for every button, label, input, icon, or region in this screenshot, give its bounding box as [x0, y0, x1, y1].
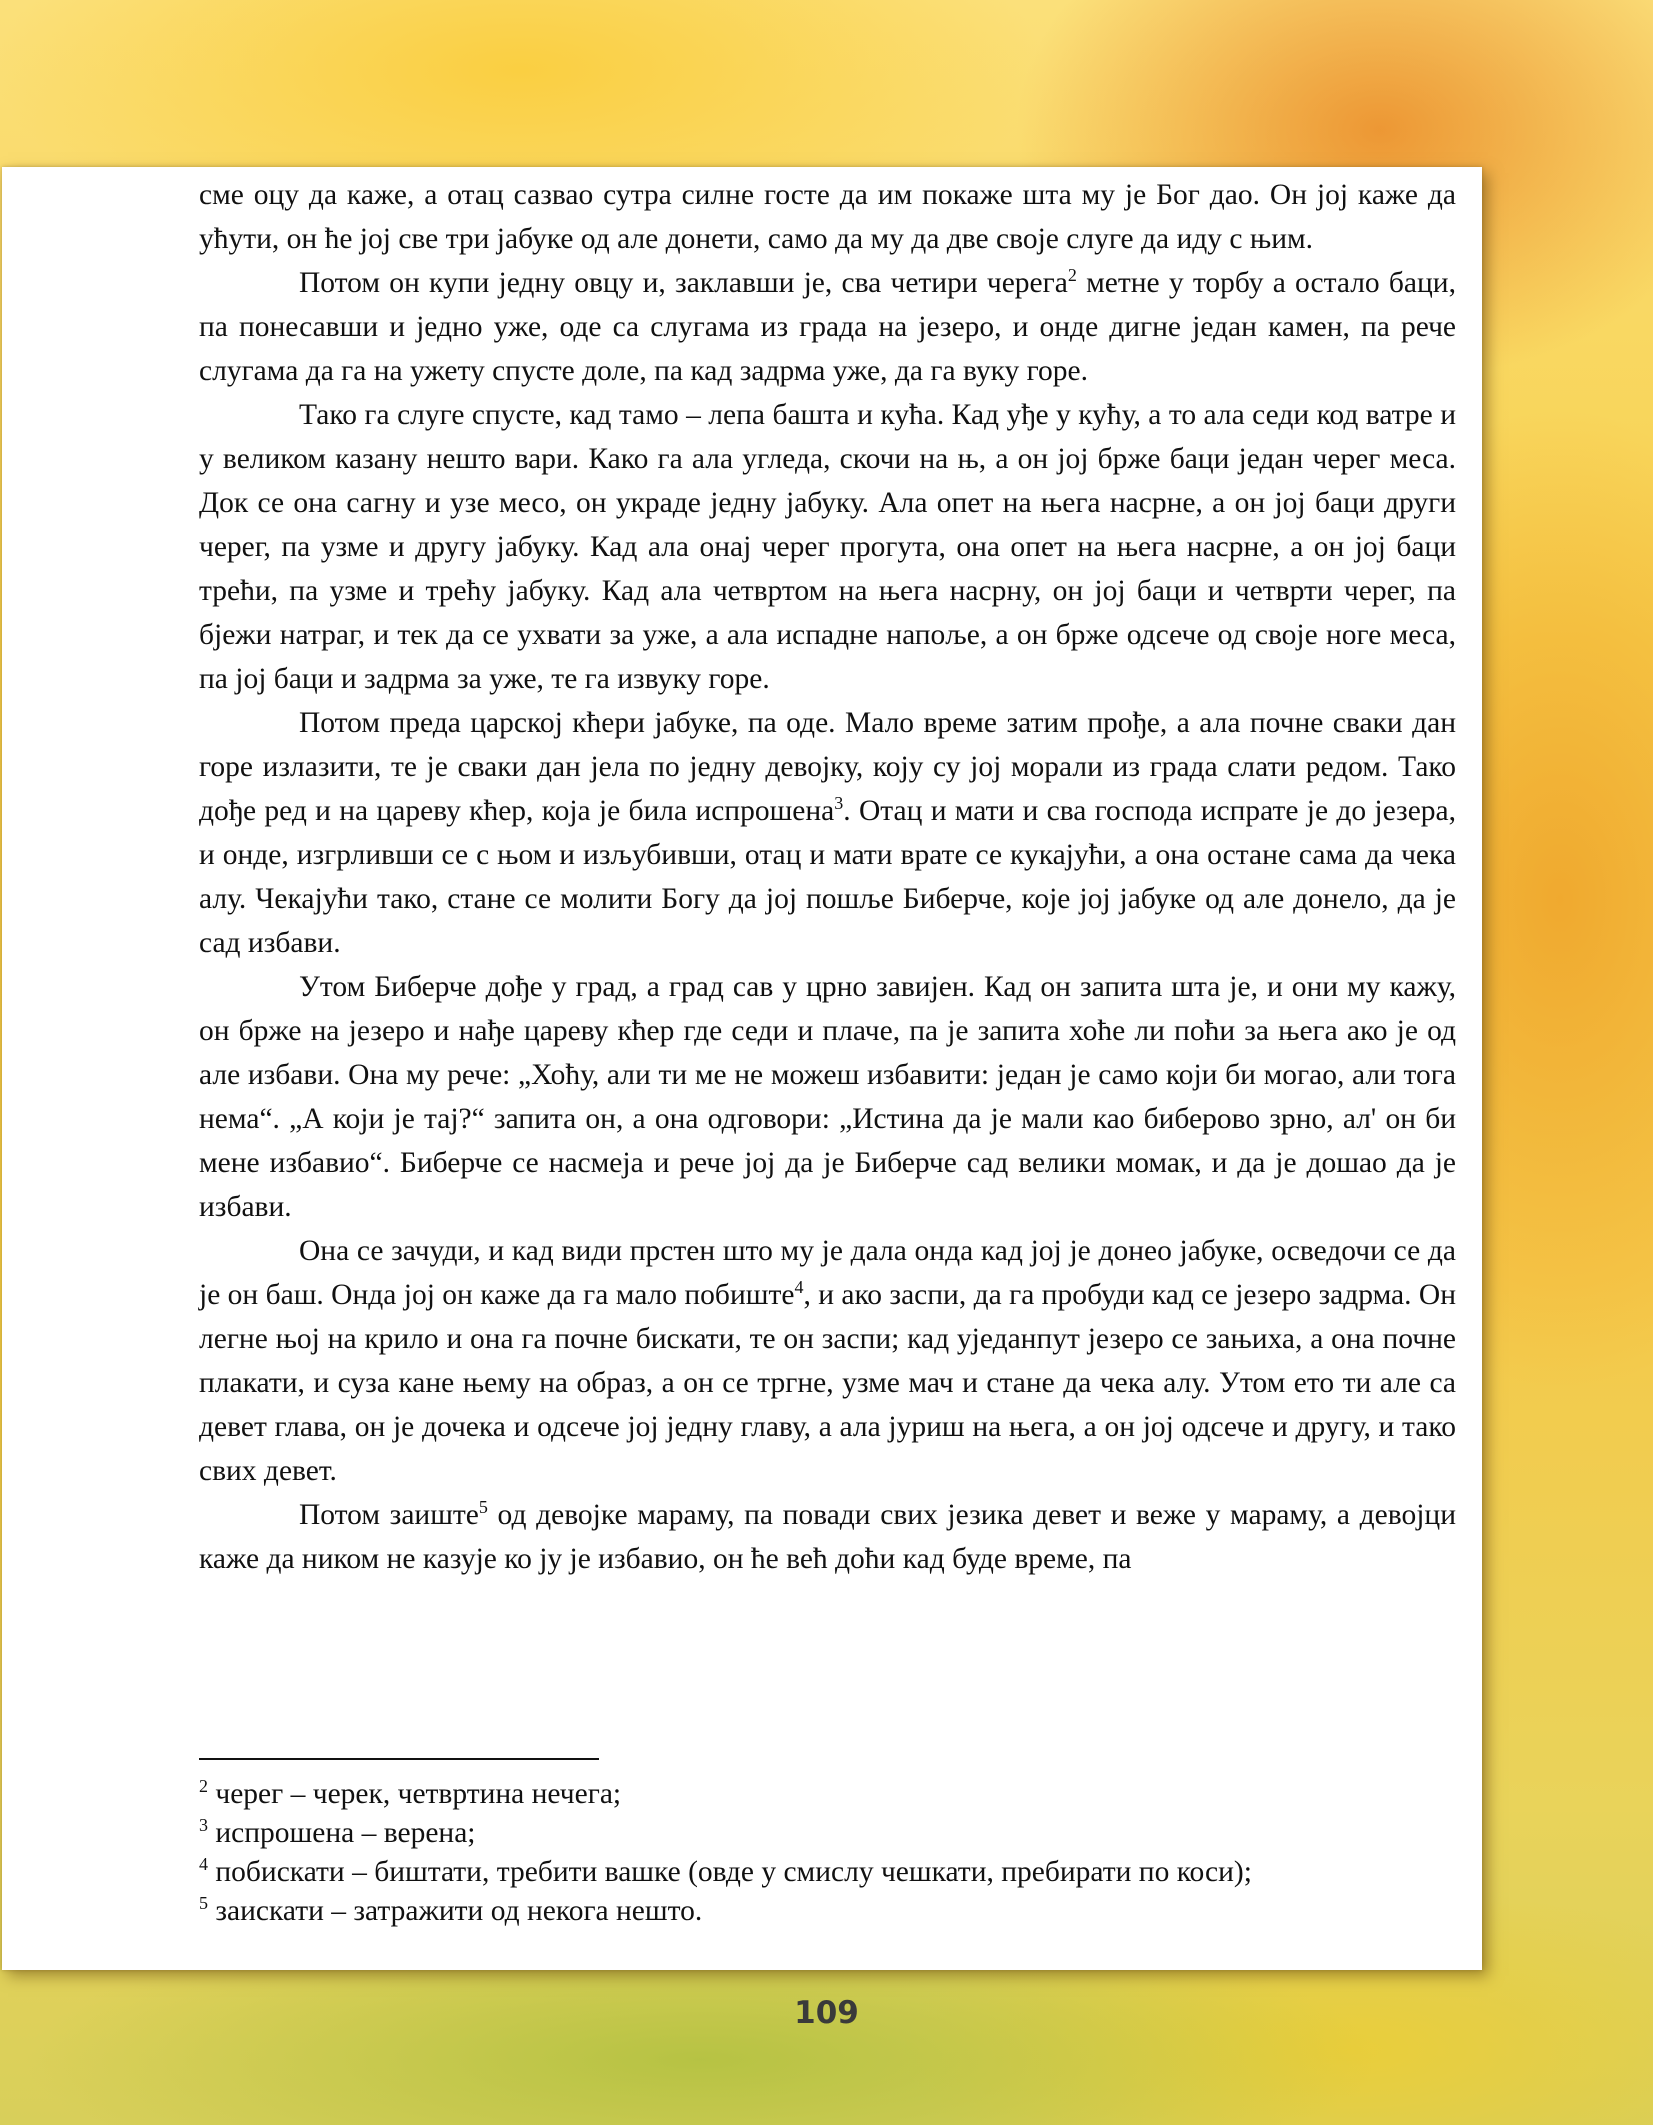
paragraph-2: Потом он купи једну овцу и, заклавши је, сва четири черега$^2$ метне у торбу а остало баци, па понесавши и једно уже, оде са слугама из града на језеро, и онде дигне један камен, па рече слугама да га на ужету спусте доле, па кад задрма уже, да га вуку горе.	[199, 265, 1456, 387]
footnote-ref-4[interactable]: 4	[794, 1277, 804, 1298]
footnote-ref-3[interactable]: 3	[834, 793, 844, 814]
footnotes	[199, 1775, 1456, 1931]
paragraph-5: Утом Биберче дође у град, а град сав у црно завијен. Кад он запита шта је, и они му кажу, он брже на језеро и нађе цареву кћер где седи и плаче, па је запита хоће ли поћи за њега ако је од але избави. Она му рече: „Хоћу, али ти ме не можеш избавити: један је само који би могао, али тога нема“. „А који је тај?“ запита он, а она одговори: „Истина да је мали као биберово зрно, ал' он би мене избавио“. Биберче се насмеја и рече јој да је Биберче сад велики момак, и да је дошао да је избави.	[199, 971, 1456, 1223]
paragraph-1: сме оцу да каже, а отац сазвао сутра силне госте да им покаже шта му је Бог дао. Он јој каже да ућути, он ће јој све три јабуке од але донети, само да му да две своје слуге да иду с њим.	[199, 179, 1456, 255]
footnote-5: $^5$ заискати – затражити од некога нешто.	[199, 1893, 703, 1927]
paragraph-4: Потом преда царској кћери јабуке, па оде. Мало време затим прође, а ала почне сваки дан горе излазити, те је сваки дан јела по једну девојку, коју су јој морали из града слати редом. Тако дође ред и на цареву кћер, која је била испрошена$^3$. Отац и мати и сва господа испрате је до језера, и онде, изгрливши се с њом и изљубивши, отац и мати врате се кукајући, а она остане сама да чека алу. Чекајући тако, стане се молити Богу да јој пошље Биберче, које јој јабуке од але донело, да је сад избави.	[199, 707, 1457, 959]
paragraph-6: Она се зачуди, и кад види прстен што му је дала онда кад јој је донео јабуке, осведочи се да је он баш. Онда јој он каже да га мало побиште$^4$, и ако заспи, да га пробуди кад се језеро задрма. Он легне њој на крило и она га почне бискати, те он заспи; кад уједанпут језеро се зањиха, а она почне плакати, и суза кане њему на образ, а он се тргне, узме мач и стане да чека алу. Утом ето ти але са девет глава, он је дочека и одсече јој једну главу, а ала јуриш на њега, а он јој одсече и другу, и тако свих девет.	[199, 1235, 1456, 1487]
footnote-4: $^4$ побискати – биштати, требити вашке (овде у смислу чешкати, пребирати по коси);	[199, 1854, 1252, 1888]
footnote-2: $^2$ черег – черек, четвртина нечега;	[199, 1776, 622, 1810]
footnote-ref-2[interactable]: 2	[1067, 265, 1077, 286]
paragraph-3: Тако га слуге спусте, кад тамо – лепа башта и кућа. Кад уђе у кућу, а то ала седи код ватре и у великом казану нешто вари. Како га ала угледа, скочи на њ, а он јој брже баци један черег меса. Док се она сагну и узе месо, он украде једну јабуку. Ала опет на њега насрне, а он јој баци други черег, па узме и другу јабуку. Кад ала онај черег прогута, она опет на њега насрне, а он јој баци трећи, па узме и трећу јабуку. Кад ала четвртом на њега насрну, он јој баци и четврти черег, па бјежи натраг, и тек да се ухвати за уже, а ала испадне напоље, а он брже одсече од своје ноге меса, па јој баци и задрма за уже, те га извуку горе.	[199, 399, 1456, 695]
footnote-3: $^3$ испрошена – верена;	[199, 1815, 476, 1849]
paragraph-7: Потом заиште$^5$ од девојке мараму, па повади свих језика девет и веже у мараму, а девојци каже да ником не казује ко ју је избавио, он ће већ доћи кад буде време, па	[199, 1497, 1456, 1575]
footnote-separator	[199, 1758, 599, 1760]
page-number: 109	[794, 1995, 859, 2031]
story-body	[199, 173, 1456, 1581]
footnote-ref-5[interactable]: 5	[478, 1497, 488, 1518]
